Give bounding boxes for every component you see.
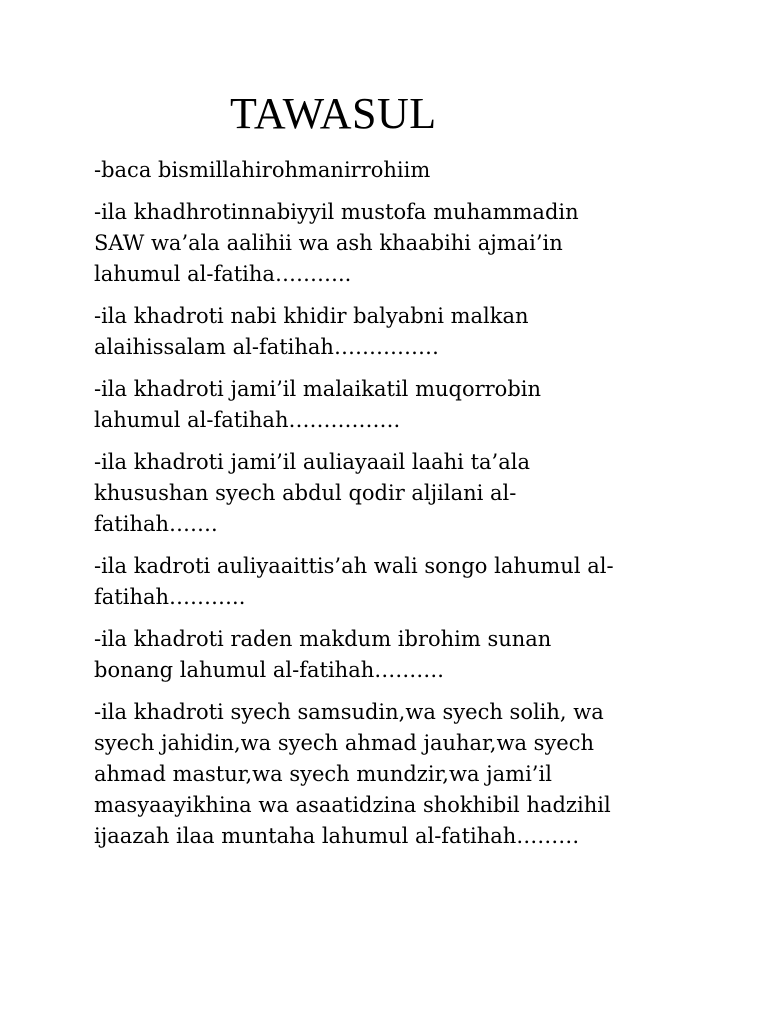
text-line: fatihah……….. — [94, 585, 246, 609]
document-title: TAWASUL — [230, 89, 437, 138]
text-line: -baca bismillahirohmanirrohiim — [94, 158, 431, 182]
text-line: -ila khadroti syech samsudin,wa syech solih, wa — [94, 700, 604, 724]
text-line: syech jahidin,wa syech ahmad jauhar,wa syech — [94, 731, 594, 755]
paragraph-malaikat — [94, 374, 694, 436]
text-line: -ila khadroti jami’il auliayaail laahi ta’ala — [94, 450, 530, 474]
paragraph-nabi-muhammad — [94, 197, 694, 290]
text-line: bonang lahumul al-fatihah………. — [94, 658, 444, 682]
text-line: SAW wa’ala aalihii wa ash khaabihi ajmai’in — [94, 231, 563, 255]
paragraph-wali-songo — [94, 551, 694, 613]
text-line: -ila khadroti jami’il malaikatil muqorrobin — [94, 377, 541, 401]
text-line: fatihah……. — [94, 512, 218, 536]
document-body — [94, 155, 694, 863]
text-line: -ila khadhrotinnabiyyil mustofa muhammadin — [94, 200, 579, 224]
paragraph-sunan-bonang — [94, 624, 694, 686]
text-line: -ila khadroti nabi khidir balyabni malkan — [94, 304, 529, 328]
paragraph-basmalah — [94, 155, 694, 186]
paragraph-nabi-khidir — [94, 301, 694, 363]
paragraph-auliya — [94, 447, 694, 540]
text-line: khusushan syech abdul qodir aljilani al- — [94, 481, 517, 505]
text-line: ahmad mastur,wa syech mundzir,wa jami’il — [94, 762, 552, 786]
text-line: alaihissalam al-fatihah…………… — [94, 335, 439, 359]
text-line: lahumul al-fatihah……………. — [94, 408, 401, 432]
text-line: -ila kadroti auliyaaittis’ah wali songo lahumul al- — [94, 554, 614, 578]
paragraph-masyayikh — [94, 697, 694, 852]
text-line: masyaayikhina wa asaatidzina shokhibil hadzihil — [94, 793, 611, 817]
text-line: lahumul al-fatiha……….. — [94, 262, 352, 286]
text-line: ijaazah ilaa muntaha lahumul al-fatihah……… — [94, 824, 580, 848]
text-line: -ila khadroti raden makdum ibrohim sunan — [94, 627, 552, 651]
